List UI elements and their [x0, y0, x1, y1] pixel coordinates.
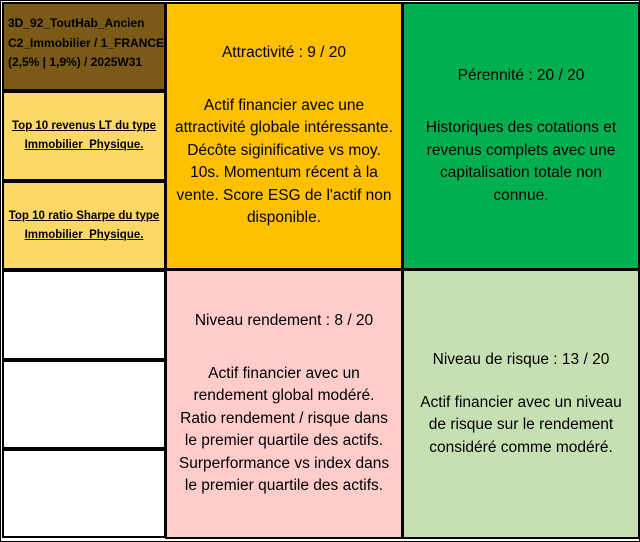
top10-revenus-link[interactable]: Top 10 revenus LT du type Immobilier_Physique.: [12, 120, 156, 151]
risque-panel: [402, 269, 640, 539]
perennite-description: Historiques des cotations et revenus complets avec une capitalisation totale non connue.: [425, 119, 617, 204]
asset-title-cell: [2, 2, 166, 91]
rendement-description: Actif financier avec un rendement global modéré. Ratio rendement / risque dans le premier quartile des actifs. Surperformance vs index dans le premier quartile des actifs.: [178, 364, 390, 495]
top10-sharpe-link[interactable]: Top 10 ratio Sharpe du type Immobilier_Physique.: [8, 209, 160, 241]
rendement-score: Niveau rendement : 8 / 20: [194, 312, 374, 330]
top10-revenus-cell: [2, 91, 166, 181]
empty-cell-2: [2, 360, 166, 449]
rendement-panel: [165, 269, 403, 539]
attractivite-score: Attractivité : 9 / 20: [221, 44, 347, 62]
risque-description: Actif financier avec un niveau de risque sur le rendement considéré comme modéré.: [420, 393, 622, 456]
asset-period: (2,5% | 1,9%) / 2025W31: [8, 55, 143, 69]
empty-cell-1: [2, 270, 166, 360]
attractivite-panel: [165, 2, 403, 270]
risque-score: Niveau de risque : 13 / 20: [432, 351, 610, 368]
perennite-panel: [402, 2, 640, 270]
empty-cell-3: [2, 449, 166, 538]
top10-sharpe-cell: [2, 181, 166, 270]
perennite-score: Pérennité : 20 / 20: [457, 66, 585, 84]
attractivite-description: Actif financier avec une attractivité globale intéressante. Décôte siginificative vs moy. 10s. Momentum récent à la vente. Score ESG de l'actif non disponible.: [175, 96, 393, 227]
asset-name: 3D_92_ToutHab_Ancien: [8, 16, 145, 30]
asset-category: C2_Immobilier / 1_FRANCE: [8, 35, 165, 50]
